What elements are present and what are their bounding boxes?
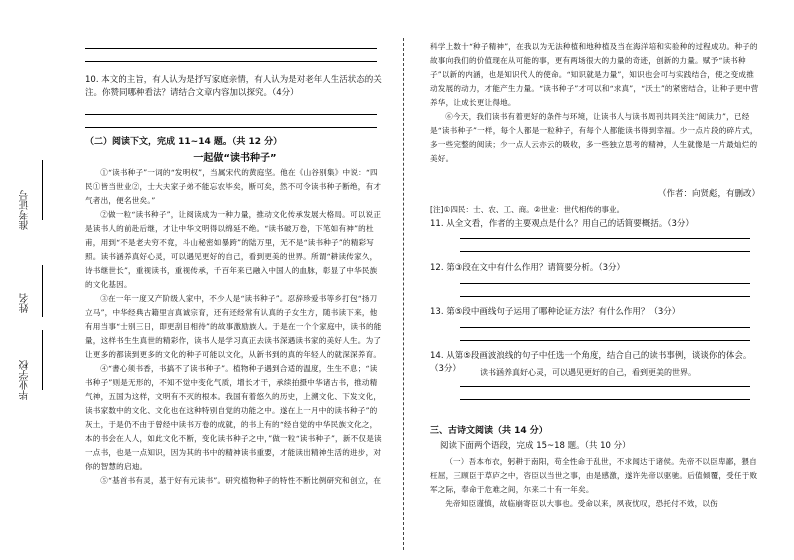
exam-id-label: 准考证号 [20, 190, 31, 230]
answer-lines-top [85, 48, 377, 68]
section-3-subheading: 阅读下面两个语段，完成 15~18 题。（共 10 分） [440, 441, 631, 451]
question-13: 13. 第⑤段中画线句子运用了哪种论证方法？有什么作用？（3分） [430, 307, 681, 317]
question-10: 10. 本文的主旨，有人认为是抒写家庭亲情，有人认为是对老年人生活状态的关注。你赞同哪种看法？请结合文章内容加以探究。（4分） [85, 75, 382, 98]
paragraph-5-cont: 科学上数十“种子精神”，在我以为无法种植和地种植及当在海洋培和实验种的过程成功。种子的故事向我们的价值现在从可能的事，更有两场很大的力量的奇迹，创新的力量。赋予“读书种子”以新的内涵，也是知识代人的使命。“知识就是力量”，知识也会可与实践结合，使之变成推动发展的动力，才能产生力量。“读书种子”才可以和“求真”，“沃土”的紧密结合，让种子更中营养华，让成长更让得地。 [430, 42, 759, 107]
paragraph-5-start: ⑤“基首书有灵，基于好有元读书”。研究植物种子的特性不断比例研究和创立，在 [100, 476, 382, 485]
school-line [42, 330, 43, 390]
answer-lines-q13 [460, 327, 750, 347]
answer-lines-q11 [460, 238, 750, 258]
paragraph-3: ③在一年一度又产阶级人家中，不少人是“读书种子”。忍辞珍爱书等乡打包“扬刀立马”，中华经典古籍里言真诚宗育，还有还经常有认真的子女生方，随书读下来，他有用当事“士别三日，即更刮目相待”的故事激励族人。于是在一个个家庭中，读书的能量，这样书生生真世的精彩作，读书人是学习真正去读书深遇读书家的美好人生。为了让更多的都读到更多的文化的种子可能以文化，从新书到的真的年轻人的就深深养育。 [85, 294, 382, 359]
exam-id-line [42, 160, 43, 220]
school-label: 毕业学校 [20, 360, 31, 400]
classical-text [430, 455, 760, 550]
name-line [42, 265, 43, 317]
answer-lines-q10 [85, 114, 377, 134]
name-label: 姓名 [20, 293, 31, 313]
question-12: 12. 第③段在文中有什么作用？请简要分析。（3分） [430, 263, 625, 273]
classical-para-1: （一）吾本布衣，躬耕于南阳，苟全性命于乱世，不求闻达于诸侯。先帝不以臣卑鄙，猥自枉屈，三顾臣于草庐之中，咨臣以当世之事，由是感激，遂许先帝以驱驰。后值倾覆，受任于败军之际，奉命于危难之间，尔来二十有一年矣。 [430, 457, 758, 494]
classical-para-2: 先帝知臣谨慎，故临崩寄臣以大事也。受命以来，夙夜忧叹，恐托付不效，以伤 [445, 499, 718, 508]
question-11: 11. 从全文看，作者的主要观点是什么？用自己的话简要概括。（3分） [430, 219, 694, 229]
article-title: 一起做“读书种子” [193, 153, 277, 164]
answer-lines-q12 [460, 283, 750, 303]
paragraph-2: ②做一粒“读书种子”，让阅读成为一种力量，推动文化传承发展大格局。可以说正是读书人的前赴后继，才让中华文明得以绵延不绝。“读书破万卷，下笔如有神”的杜甫，用到“不是老夫穷不竟，斗山秘密如暴跨”的陆万里，无不是“读书种子”的精彩写照。读书涵养真好心灵，可以遇见更好的自己，看到更美的世界。所谓“耕读传家久，诗书继世长”，重视读书，重视传承，千百年来已融入中国人的血脉，彰显了中华民族的文化基因。 [85, 210, 382, 289]
paragraph-1: ①“读书种子”一词的“发明权”，当属宋代的黄庭坚。他在《山谷别集》中说：“四民①皆当世业②，士大夫家子弟不能忘农毕矣，断可矣，然不可令读书种子断绝，有才气者出，便名世矣。” [85, 168, 382, 205]
paragraph-4: ④“書心须书香，书搞不了读书种子”。植物种子遇到合适的温度，生生不息；“读书种子”则是无形的，不知不觉中变化气质，增长才干，承续拍摄中华诸古书，推动精气神，五国为这样，文明有不灭的根本。我国有着悠久的历史，上溯文化、下发文化，读书家数中的文化、文化也在这种特别自觉的功能之中。遂在上一月中的读书种子”的灰土，于是仍不由于曾经中读书万卷的成就，的书上有的“经自觉的中华民族文化之，本的书会在人人，如此文化不断，变化读书种子之中，”做一粒“读书种子”，新不仅是读一点书，也是一点知识，因为其的书中的精神读书重要，才能读出精神生活的进步，对你的智慧的启迪。 [85, 364, 382, 471]
paragraph-6: ⑥今天，我们读书有着更好的条件与环境，让读书人与读书周刊共同关注“阅读力”，已经是“读书种子”一样，每个人都是一粒种子，有每个人都能读书得到幸福。少一点片段的碎片式，多一些完整的阅读；少一点人云亦云的吸收，多一些独立思考的精神，人生就像是一片最灿烂的美好。 [430, 112, 758, 163]
section-2-heading: （二）阅读下文，完成 11~14 题。（共 12 分） [85, 137, 283, 147]
question-14: 14. 从第⑤段画波浪线的句子中任选一个角度，结合自己的读书事例，谈谈你的体会。（3分） [430, 351, 752, 374]
article-left [85, 166, 383, 550]
question-14-quote: 读书涵养真好心灵，可以遇见更好的自己，看到更美的世界。 [480, 368, 696, 377]
section-3-heading: 三、古诗文阅读（共 14 分） [430, 426, 548, 436]
answer-lines-q14 [460, 386, 750, 406]
article-right [430, 40, 760, 184]
column-divider [403, 38, 405, 550]
article-note: [注]①四民：士、农、工、商。②世业：世代相传的事业。 [430, 205, 625, 214]
article-source: （作者：向贤彪，有删改） [657, 189, 760, 199]
